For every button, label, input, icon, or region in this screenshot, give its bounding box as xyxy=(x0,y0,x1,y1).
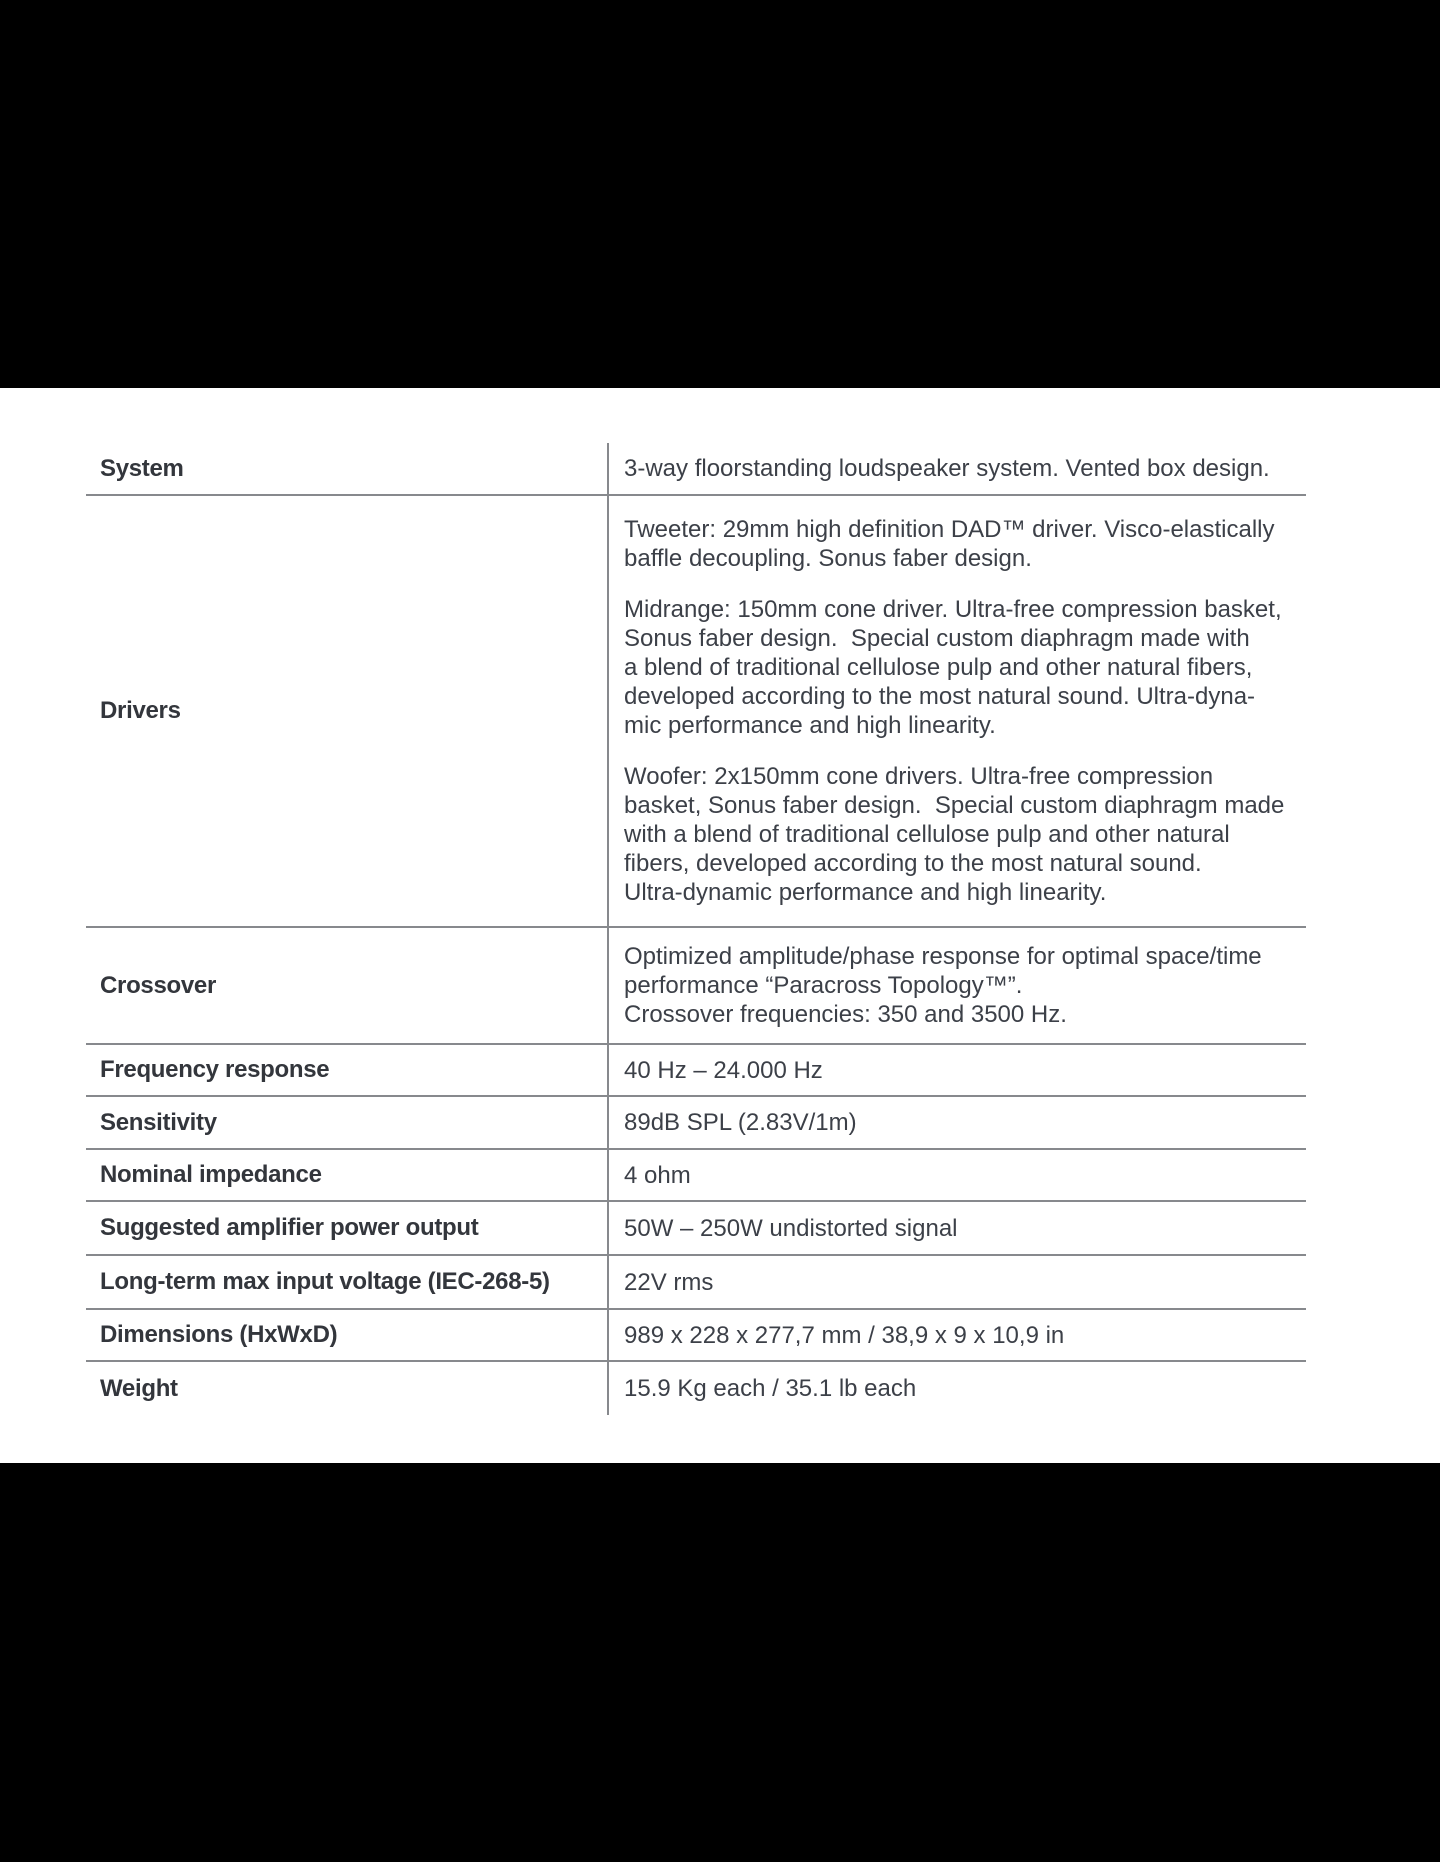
value-line: performance “Paracross Topology™”. xyxy=(624,972,1023,999)
row-label: Suggested amplifier power output xyxy=(100,1214,479,1241)
table-row xyxy=(86,496,1306,928)
value-line: 4 ohm xyxy=(624,1161,691,1189)
value-line: baffle decoupling. Sonus faber design. xyxy=(624,545,1032,572)
value-line: 50W – 250W undistorted signal xyxy=(624,1214,958,1242)
value-paragraph xyxy=(624,1374,1306,1403)
value-line: Optimized amplitude/phase response for optimal space/time xyxy=(624,943,1262,970)
value-paragraph xyxy=(624,1108,1306,1137)
value-line: developed according to the most natural sound. Ultra-dyna- xyxy=(624,683,1256,710)
value-paragraph xyxy=(624,1268,1306,1297)
bottom-black-band xyxy=(0,1463,1440,1862)
table-row xyxy=(86,928,1306,1045)
specifications-table xyxy=(86,443,1306,1415)
value-line: basket, Sonus faber design. Special custom diaphragm made xyxy=(624,792,1285,819)
row-value xyxy=(607,1362,1306,1415)
value-line: fibers, developed according to the most natural sound. xyxy=(624,850,1202,877)
value-line: 40 Hz – 24.000 Hz xyxy=(624,1056,823,1084)
value-paragraph xyxy=(624,762,1306,907)
row-value xyxy=(607,1202,1306,1254)
table-row xyxy=(86,1097,1306,1150)
table-row xyxy=(86,1362,1306,1415)
table-row xyxy=(86,443,1306,496)
value-paragraph xyxy=(624,942,1306,1029)
value-line: Crossover frequencies: 350 and 3500 Hz. xyxy=(624,1001,1067,1028)
value-paragraph xyxy=(624,1214,1306,1243)
row-label: System xyxy=(100,454,184,482)
row-label: Long-term max input voltage (IEC-268-5) xyxy=(100,1268,550,1295)
row-value xyxy=(607,928,1306,1043)
row-label: Drivers xyxy=(100,697,181,724)
value-line: 15.9 Kg each / 35.1 lb each xyxy=(624,1375,917,1402)
value-line: 989 x 228 x 277,7 mm / 38,9 x 9 x 10,9 in xyxy=(624,1321,1065,1349)
row-label: Sensitivity xyxy=(100,1108,217,1136)
row-value xyxy=(607,1097,1306,1148)
row-value xyxy=(607,443,1306,494)
table-row xyxy=(86,1202,1306,1256)
table-row xyxy=(86,1256,1306,1310)
table-row xyxy=(86,1310,1306,1362)
table-row xyxy=(86,1045,1306,1097)
row-label: Frequency response xyxy=(100,1056,330,1083)
value-line: Tweeter: 29mm high definition DAD™ driver. Visco-elastically xyxy=(624,516,1275,543)
row-label: Nominal impedance xyxy=(100,1161,322,1188)
value-paragraph xyxy=(624,515,1306,573)
value-line: 89dB SPL (2.83V/1m) xyxy=(624,1109,857,1136)
value-line: Midrange: 150mm cone driver. Ultra-free compression basket, xyxy=(624,596,1282,623)
row-value xyxy=(607,1150,1306,1200)
row-label: Weight xyxy=(100,1374,178,1402)
value-line: Woofer: 2x150mm cone drivers. Ultra-free compression xyxy=(624,763,1214,790)
row-label: Dimensions (HxWxD) xyxy=(100,1321,338,1348)
spec-sheet-panel xyxy=(0,388,1440,1463)
value-line: with a blend of traditional cellulose pulp and other natural xyxy=(624,821,1230,848)
value-paragraph xyxy=(624,595,1306,740)
value-line: Ultra-dynamic performance and high linearity. xyxy=(624,879,1107,906)
row-value xyxy=(607,1045,1306,1095)
value-line: a blend of traditional cellulose pulp and other natural fibers, xyxy=(624,654,1253,681)
value-paragraph xyxy=(624,1161,1306,1190)
value-line: 3-way floorstanding loudspeaker system. Vented box design. xyxy=(624,455,1270,482)
table-row xyxy=(86,1150,1306,1202)
value-line: 22V rms xyxy=(624,1268,714,1296)
value-paragraph xyxy=(624,1056,1306,1085)
row-value xyxy=(607,496,1306,926)
value-line: Sonus faber design. Special custom diaphragm made with xyxy=(624,625,1250,652)
row-label: Crossover xyxy=(100,971,217,999)
value-paragraph xyxy=(624,454,1306,483)
value-line: mic performance and high linearity. xyxy=(624,712,996,739)
value-paragraph xyxy=(624,1321,1306,1350)
row-value xyxy=(607,1256,1306,1308)
row-value xyxy=(607,1310,1306,1360)
top-black-band xyxy=(0,0,1440,388)
